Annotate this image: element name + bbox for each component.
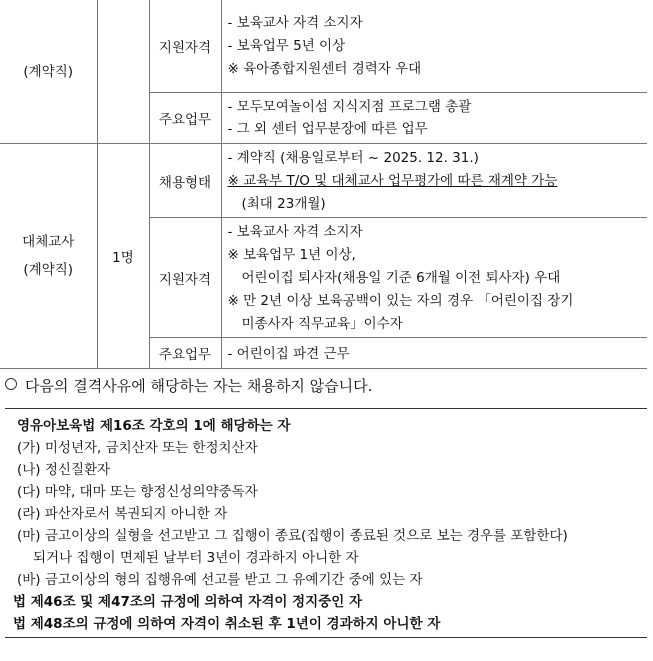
category-label: (계약직) bbox=[23, 63, 74, 80]
item-content-cell bbox=[221, 218, 647, 338]
item-content-cell bbox=[221, 338, 647, 369]
content-line: - 보육업무 5년 이상 bbox=[227, 37, 346, 54]
disqualification-item: (라) 파산자로서 복권되지 아니한 자 bbox=[17, 506, 228, 522]
content-line: - 계약직 (채용일로부터 ~ 2025. 12. 31.) bbox=[227, 150, 479, 167]
item-label: 채용형태 bbox=[158, 174, 212, 191]
disqualification-item: (가) 미성년자, 금치산자 또는 한정치산자 bbox=[17, 440, 258, 456]
content-line: ※ 육아종합지원센터 경력자 우대 bbox=[227, 60, 422, 77]
disqualification-item: (다) 마약, 대마 또는 향정신성의약중독자 bbox=[17, 484, 258, 500]
item-content-cell bbox=[221, 92, 647, 144]
content-line: - 보육교사 자격 소지자 bbox=[227, 15, 363, 32]
content-line: 미종사자 직무교육」이수자 bbox=[241, 315, 403, 332]
disqualification-notice bbox=[5, 375, 372, 396]
content-line: - 그 외 센터 업무분장에 따른 업무 bbox=[227, 121, 428, 138]
item-label: 지원자격 bbox=[158, 271, 212, 288]
content-line: (최대 23개월) bbox=[241, 195, 326, 212]
item-label: 주요업무 bbox=[158, 347, 212, 364]
circle-bullet-icon bbox=[5, 378, 17, 390]
headcount: 1명 bbox=[112, 250, 134, 267]
law-article-46: 법 제46조 및 제47조의 규정에 의하여 자격이 정지중인 자 bbox=[13, 594, 363, 610]
content-line: - 어린이집 파견 근무 bbox=[227, 345, 350, 362]
item-content-cell bbox=[221, 144, 647, 218]
content-line: - 모두모여놀이섬 지식지점 프로그램 총괄 bbox=[227, 98, 472, 115]
content-line: 어린이집 퇴사자(채용일 기준 6개월 이전 퇴사자) 우대 bbox=[241, 270, 561, 287]
category-label: (계약직) bbox=[23, 262, 74, 279]
count-cell bbox=[97, 144, 149, 369]
item-label-cell bbox=[149, 218, 221, 338]
item-label: 주요업무 bbox=[158, 111, 212, 128]
content-line: ※ 만 2년 이상 보육공백이 있는 자의 경우 「어린이집 장기 bbox=[227, 292, 574, 309]
count-cell bbox=[97, 0, 149, 144]
disqualification-item: (바) 금고이상의 형의 집행유예 선고를 받고 그 유예기간 중에 있는 자 bbox=[17, 572, 423, 588]
disqualification-heading: 영유아보육법 제16조 각호의 1에 해당하는 자 bbox=[17, 418, 291, 434]
disqualification-item: (마) 금고이상의 실형을 선고받고 그 집행이 종료(집행이 종료된 것으로 보는 경우를 포함한다) bbox=[17, 528, 568, 544]
item-label: 지원자격 bbox=[158, 39, 212, 56]
item-label-cell bbox=[149, 0, 221, 92]
item-label-cell bbox=[149, 338, 221, 369]
disqualification-item: (나) 정신질환자 bbox=[17, 462, 111, 478]
category-cell bbox=[0, 144, 97, 369]
item-content-cell bbox=[221, 0, 647, 92]
category-label: 대체교사 bbox=[22, 234, 75, 251]
law-article-48: 법 제48조의 규정에 의하여 자격이 취소된 후 1년이 경과하지 아니한 자 bbox=[13, 616, 441, 632]
disqualification-item: 되거나 집행이 면제된 날부터 3년이 경과하지 아니한 자 bbox=[33, 550, 359, 566]
category-cell bbox=[0, 0, 97, 144]
content-line: ※ 보육업무 1년 이상, bbox=[227, 247, 356, 264]
content-line: - 보육교사 자격 소지자 bbox=[227, 224, 363, 241]
item-label-cell bbox=[149, 92, 221, 144]
disqualification-box bbox=[5, 408, 647, 638]
notice-text: 다음의 결격사유에 해당하는 자는 채용하지 않습니다. bbox=[25, 377, 373, 395]
content-line: ※ 교육부 T/O 및 대체교사 업무평가에 따른 재계약 가능 bbox=[227, 172, 558, 189]
item-label-cell bbox=[149, 144, 221, 218]
